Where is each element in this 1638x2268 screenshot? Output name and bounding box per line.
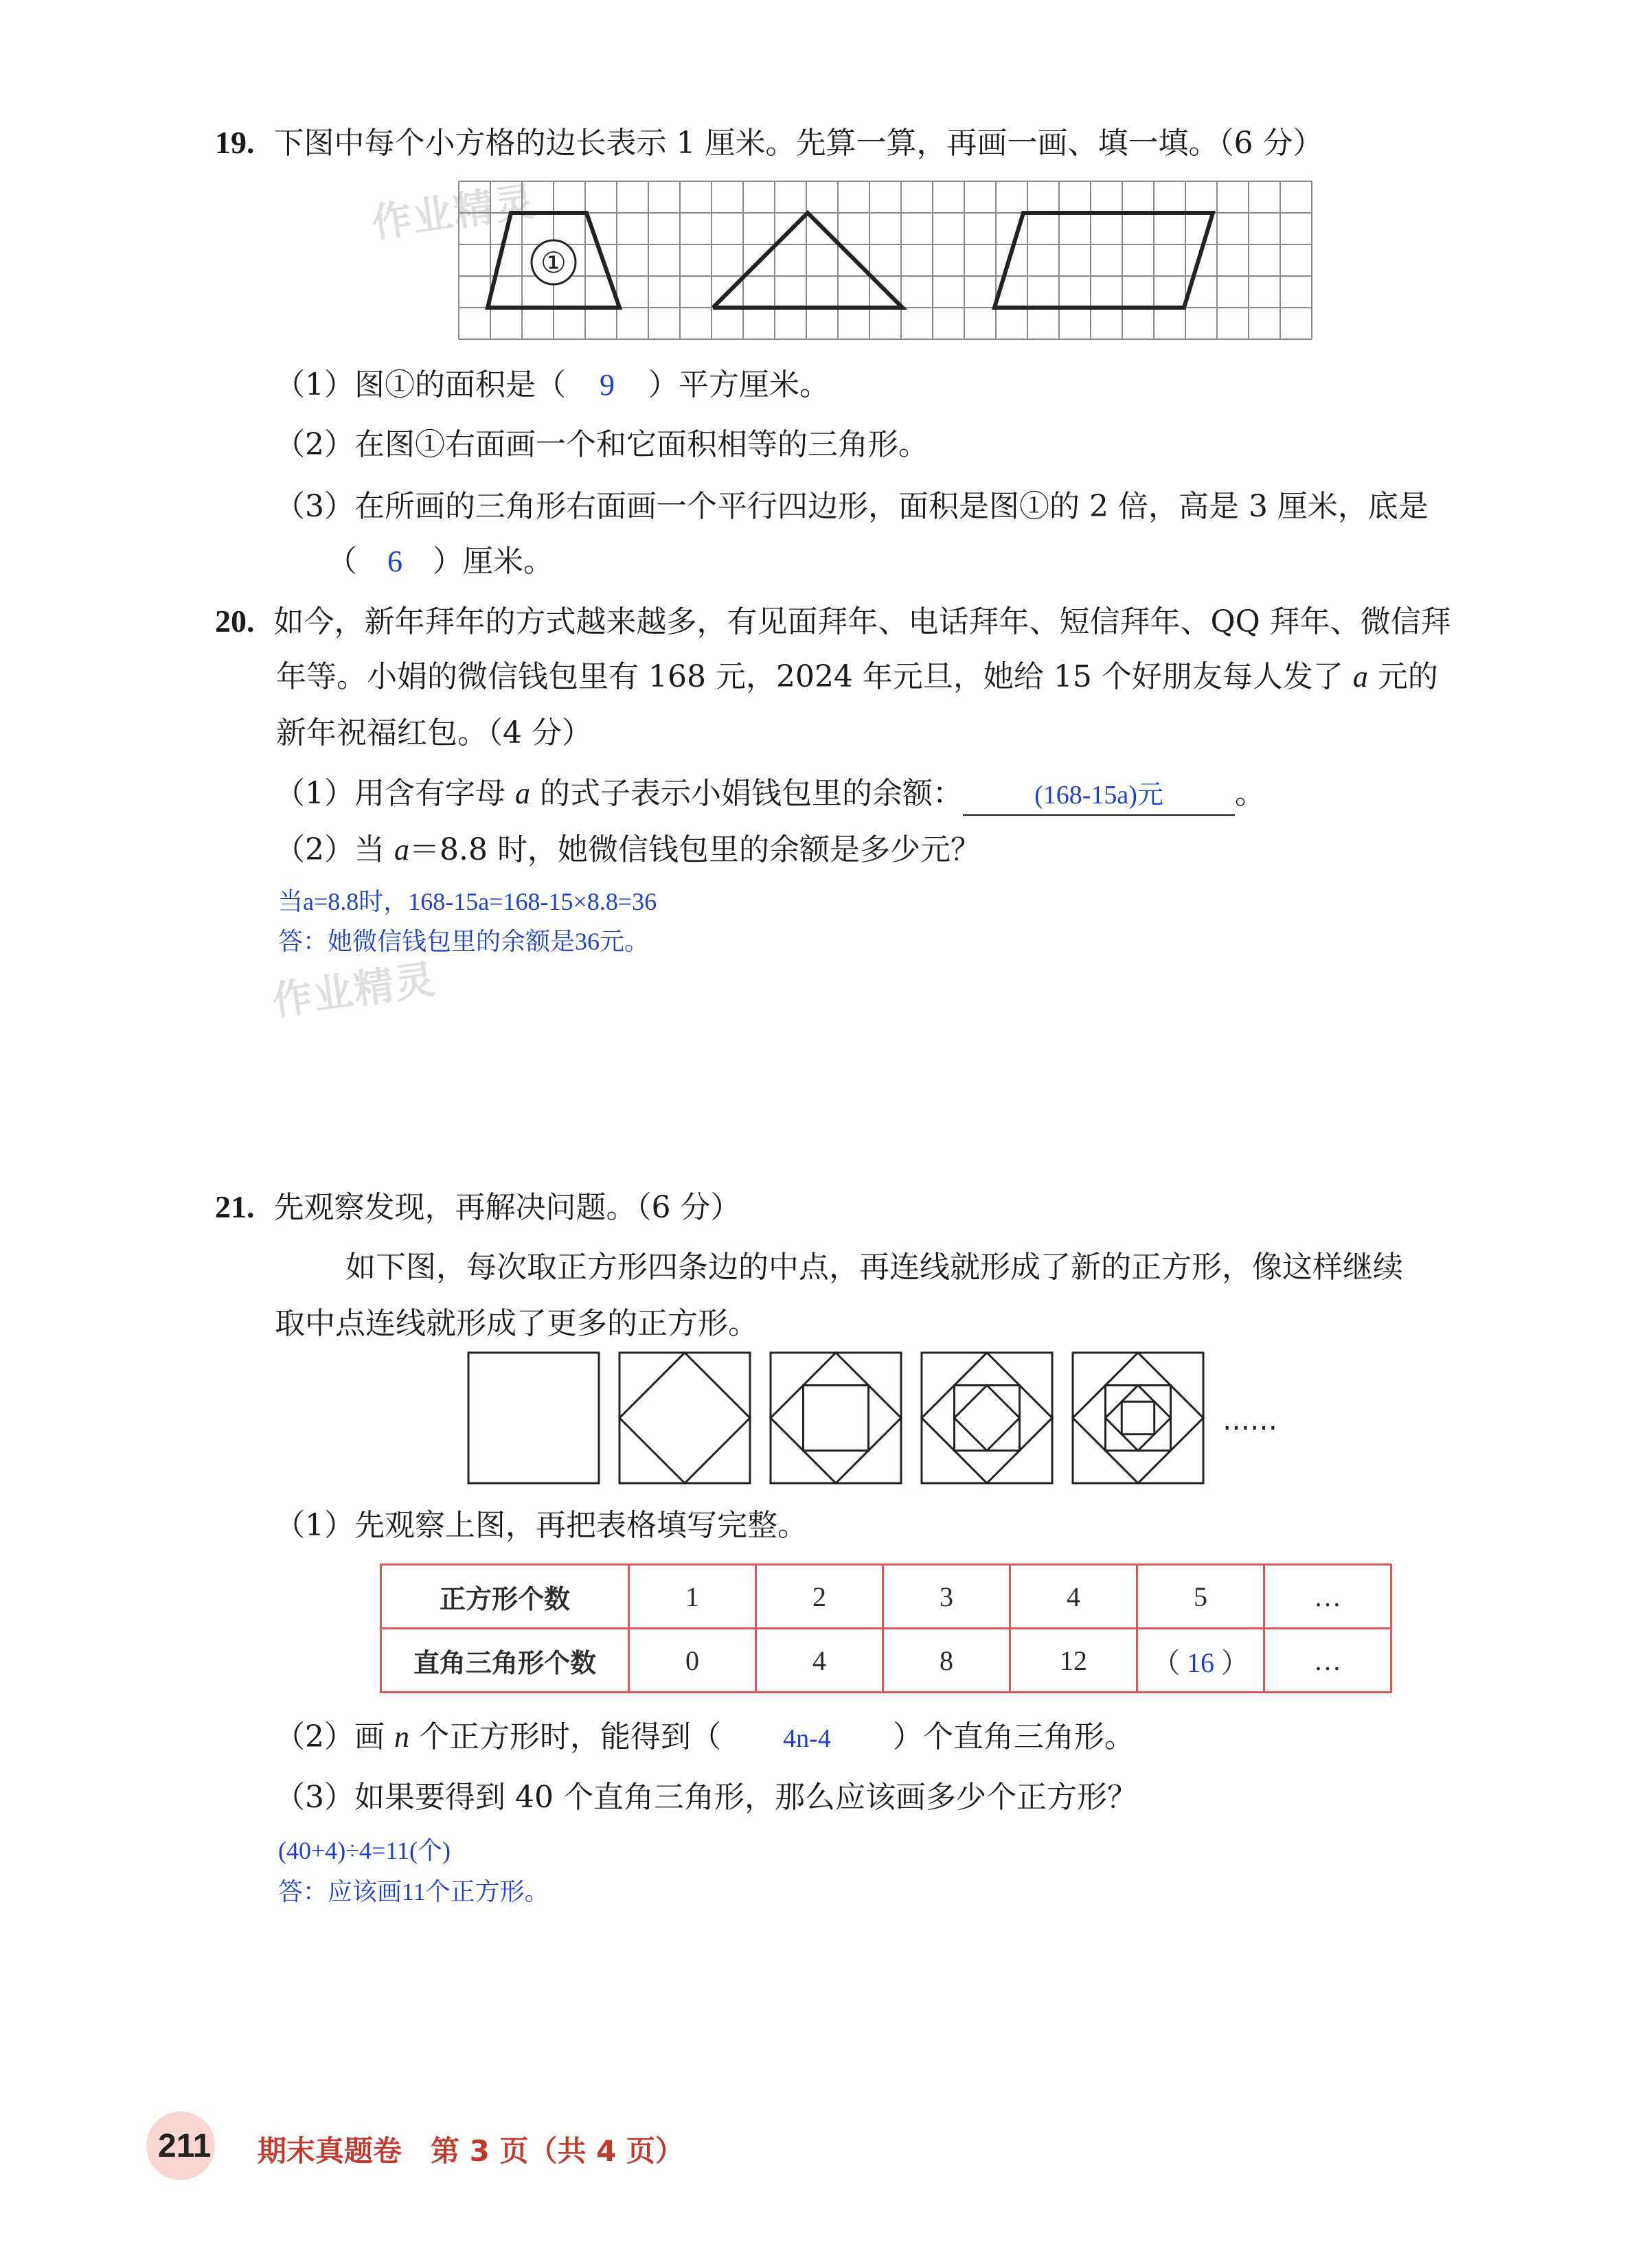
q20-part1-prefix: （1）用含有字母	[275, 776, 505, 811]
table-cell: 1	[629, 1565, 756, 1629]
q21-part3: （3）如果要得到 40 个直角三角形，那么应该画多少个正方形？	[275, 1780, 1137, 1815]
q19	[215, 124, 1323, 163]
table-cell: 2	[756, 1565, 883, 1629]
square-set-2	[619, 1353, 750, 1483]
q20	[215, 602, 1451, 641]
q19-part1-prefix: （1）图①的面积是（	[275, 367, 566, 402]
table-cell: 0	[629, 1629, 756, 1693]
square-set-4	[922, 1353, 1052, 1483]
table-answer-cell	[1137, 1629, 1264, 1693]
table-cell: 5	[1137, 1565, 1264, 1629]
grid-lines	[459, 181, 1312, 339]
q21-intro-line1: 如下图，每次取正方形四条边的中点，再连线就形成了新的正方形，像这样继续	[345, 1250, 1403, 1285]
q21-intro-line2: 取中点连线就形成了更多的正方形。	[275, 1306, 758, 1341]
table-cell: 12	[1010, 1629, 1137, 1693]
table-cell: 8	[883, 1629, 1010, 1693]
q20-answer-line1: 当a=8.8时，168-15a=168-15×8.8=36	[278, 888, 657, 915]
q20-part1	[275, 775, 1265, 816]
q19-part3-suffix: ）厘米。	[433, 544, 554, 579]
table-answer-suffix: ）	[1221, 1647, 1249, 1678]
q19-part3-line1: （3）在所画的三角形右面画一个平行四边形，面积是图①的 2 倍，高是 3 厘米，底是	[275, 489, 1429, 524]
q21-part2-suffix: ）个直角三角形。	[893, 1719, 1135, 1754]
q20-part1-variable: a	[515, 777, 530, 810]
q20-part2-variable: a	[394, 833, 409, 867]
triangle-figure	[713, 213, 902, 308]
q19-part2: （2）在图①右面画一个和它面积相等的三角形。	[275, 427, 929, 462]
q20-part1-mid: 的式子表示小娟钱包里的余额：	[540, 776, 963, 811]
table-cell: …	[1264, 1629, 1391, 1693]
table-cell: 4	[1010, 1565, 1137, 1629]
q20-line2-b: 元的	[1377, 659, 1438, 694]
q21-part2-mid: 个正方形时，能得到（	[419, 1719, 721, 1754]
watermark: 作业精灵	[369, 177, 539, 247]
q20-answer-line2: 答：她微信钱包里的余额是36元。	[278, 928, 650, 955]
q19-number: 19.	[215, 125, 255, 160]
q20-part2	[275, 831, 981, 869]
table-cell: 3	[883, 1565, 1010, 1629]
q21-answer-line1: (40+4)÷4=11(个)	[278, 1837, 451, 1864]
nested-squares-figure	[467, 1351, 1312, 1489]
figure-1-label: ①	[541, 248, 567, 279]
q19-part3-answer: 6	[387, 545, 402, 578]
q19-part1-suffix: ）平方厘米。	[648, 367, 830, 402]
squares-triangles-table	[380, 1563, 1392, 1693]
q20-line2-a: 年等。小娟的微信钱包里有 168 元，2024 年元旦，她给 15 个好朋友每人发了	[276, 659, 1343, 694]
q19-part1	[275, 366, 830, 404]
q20-part2-prefix: （2）当	[275, 832, 385, 867]
table-answer: 16	[1187, 1647, 1214, 1678]
q20-number: 20.	[215, 604, 255, 639]
q19-part3-prefix: （	[327, 544, 357, 579]
table-cell: …	[1264, 1565, 1391, 1629]
page-number: 211	[158, 2128, 212, 2164]
table-cell: 4	[756, 1629, 883, 1693]
q20-part1-end: 。	[1235, 776, 1265, 811]
table-answer-prefix: （	[1152, 1647, 1180, 1678]
square-set-3	[771, 1353, 901, 1483]
table-row	[381, 1629, 1391, 1693]
table-header-squares: 正方形个数	[381, 1565, 629, 1629]
table-row	[381, 1565, 1391, 1629]
q21-number: 21.	[215, 1189, 255, 1224]
q21-part2-variable: n	[394, 1720, 409, 1754]
q19-part1-answer: 9	[600, 368, 615, 402]
q19-grid-figure	[457, 180, 1332, 345]
q21-part2-answer: 4n-4	[783, 1724, 831, 1753]
watermark-2: 作业精灵	[269, 955, 440, 1025]
q21-part1: （1）先观察上图，再把表格填写完整。	[275, 1508, 808, 1543]
q20-part1-answer-field	[963, 775, 1235, 816]
q19-stem: 下图中每个小方格的边长表示 1 厘米。先算一算，再画一画、填一填。（6 分）	[273, 126, 1323, 161]
q21-part2-prefix: （2）画	[275, 1719, 385, 1754]
q20-line3: 新年祝福红包。（4 分）	[276, 715, 592, 751]
q19-part3-line2	[327, 542, 554, 581]
q20-line1: 如今，新年拜年的方式越来越多，有见面拜年、电话拜年、短信拜年、QQ 拜年、微信拜	[273, 604, 1451, 639]
q21	[215, 1188, 740, 1227]
table-header-triangles: 直角三角形个数	[381, 1629, 629, 1693]
q20-line2	[276, 658, 1438, 696]
q20-line2-variable: a	[1352, 660, 1368, 694]
figure-ellipsis: ……	[1222, 1405, 1277, 1436]
footer-text: 期末真题卷 第 3 页（共 4 页）	[258, 2134, 684, 2168]
q20-part2-rest: ＝8.8 时，她微信钱包里的余额是多少元？	[409, 832, 981, 867]
square-set-5	[1073, 1353, 1203, 1483]
q20-part1-answer: (168-15a)元	[1034, 781, 1163, 810]
q21-part2	[275, 1718, 1135, 1758]
q21-answer-line2: 答：应该画11个正方形。	[278, 1878, 549, 1905]
square-set-1	[468, 1353, 599, 1483]
q21-stem: 先观察发现，再解决问题。（6 分）	[273, 1190, 741, 1225]
